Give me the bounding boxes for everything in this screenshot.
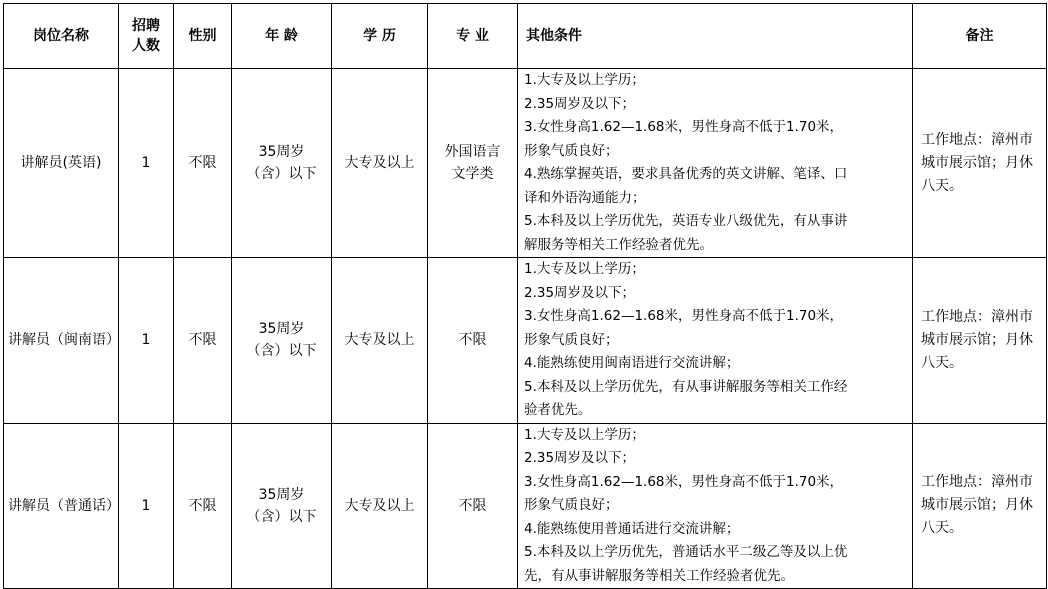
age-cell: 35周岁（含）以下: [232, 258, 332, 424]
conditions-cell: [518, 69, 913, 258]
count-cell: 1: [119, 423, 174, 589]
header-conditions: 其他条件: [518, 4, 913, 69]
condition-line: 解服务等相关工作经验者优先。: [524, 236, 713, 253]
gender-cell: 不限: [174, 69, 232, 258]
gender-cell: 不限: [174, 258, 232, 424]
header-position: 岗位名称: [4, 4, 119, 69]
header-gender: 性别: [174, 4, 232, 69]
condition-line: 5.本科及以上学历优先，英语专业八级优先，有从事讲: [524, 213, 848, 229]
count-cell: 1: [119, 69, 174, 258]
age-cell: 35周岁（含）以下: [232, 423, 332, 589]
condition-line: 4.能熟练使用闽南语进行交流讲解；: [524, 355, 740, 371]
condition-line: 5.本科及以上学历优先，有从事讲解服务等相关工作经: [524, 378, 848, 395]
education-cell: 大专及以上: [332, 423, 428, 589]
condition-line: 2.35周岁及以下；: [524, 284, 636, 301]
condition-line: 形象气质良好；: [524, 331, 619, 348]
education-cell: 大专及以上: [332, 69, 428, 258]
position-cell: 讲解员（闽南语）: [4, 258, 119, 424]
condition-line: 4.熟练掌握英语，要求具备优秀的英文讲解、笔译、口: [524, 166, 848, 182]
table-row: [4, 69, 1047, 258]
condition-line: 3.女性身高1.62—1.68米，男性身高不低于1.70米，: [524, 473, 844, 490]
table-row: [4, 423, 1047, 589]
major-cell: 不限: [428, 423, 518, 589]
condition-line: 译和外语沟通能力；: [524, 189, 646, 206]
condition-line: 3.女性身高1.62—1.68米，男性身高不低于1.70米，: [524, 119, 844, 135]
condition-line: 1.大专及以上学历；: [524, 72, 645, 88]
condition-line: 2.35周岁及以下；: [524, 450, 636, 466]
condition-line: 形象气质良好；: [524, 497, 619, 513]
condition-line: 1.大专及以上学历；: [524, 261, 645, 277]
note-cell: 工作地点：漳州市城市展示馆；月休八天。: [913, 423, 1047, 589]
condition-line: 验者优先。: [524, 402, 592, 418]
condition-line: 5.本科及以上学历优先，普通话水平二级乙等及以上优: [524, 544, 848, 560]
conditions-cell: [518, 423, 913, 589]
recruitment-table: [3, 3, 1047, 589]
header-age: 年 龄: [232, 4, 332, 69]
note-cell: 工作地点：漳州市城市展示馆；月休八天。: [913, 258, 1047, 424]
major-cell: 外国语言文学类: [428, 69, 518, 258]
header-major: 专 业: [428, 4, 518, 69]
condition-line: 4.能熟练使用普通话进行交流讲解；: [524, 520, 740, 537]
age-cell: 35周岁（含）以下: [232, 69, 332, 258]
header-count: 招聘人数: [119, 4, 174, 69]
note-cell: 工作地点：漳州市城市展示馆；月休八天。: [913, 69, 1047, 258]
conditions-cell: [518, 258, 913, 424]
header-note: 备注: [913, 4, 1047, 69]
header-row: [4, 4, 1047, 69]
major-cell: 不限: [428, 258, 518, 424]
gender-cell: 不限: [174, 423, 232, 589]
header-education: 学 历: [332, 4, 428, 69]
condition-line: 3.女性身高1.62—1.68米，男性身高不低于1.70米，: [524, 308, 844, 324]
count-cell: 1: [119, 258, 174, 424]
condition-line: 1.大专及以上学历；: [524, 426, 645, 443]
table-row: [4, 258, 1047, 424]
position-cell: 讲解员(英语): [4, 69, 119, 258]
condition-line: 先，有从事讲解服务等相关工作经验者优先。: [524, 567, 794, 584]
condition-line: 2.35周岁及以下；: [524, 95, 636, 112]
education-cell: 大专及以上: [332, 258, 428, 424]
condition-line: 形象气质良好；: [524, 142, 619, 159]
position-cell: 讲解员（普通话）: [4, 423, 119, 589]
